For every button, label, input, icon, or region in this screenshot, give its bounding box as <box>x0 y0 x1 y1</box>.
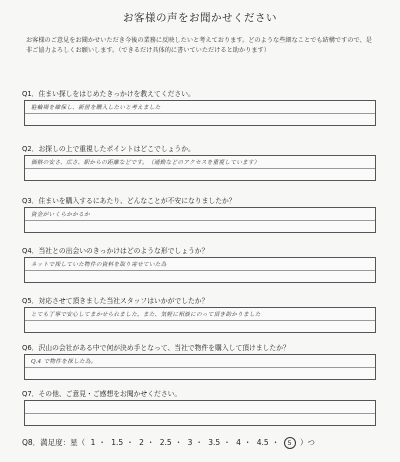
rating-suffix: ）つ <box>299 438 315 447</box>
rating-separator: ・ <box>126 438 134 447</box>
q7-answer-box[interactable] <box>24 400 376 426</box>
q7-label: Q7．その他、ご意見・ご感想をお聞かせください。 <box>22 390 182 398</box>
q4-answer: ネットで探していた物件の資料を取り寄せていた為 <box>31 262 167 268</box>
answer-rule <box>25 220 375 221</box>
q3-answer-box[interactable] <box>24 207 376 233</box>
rating-separator: ・ <box>174 438 183 447</box>
q3-answer: 資金がいくらかかるか <box>31 212 90 218</box>
rating-separator: ・ <box>223 438 231 447</box>
rating-row <box>22 437 315 449</box>
q6-answer-box[interactable] <box>24 354 376 380</box>
answer-rule <box>25 320 375 321</box>
rating-option[interactable]: 3.5 <box>208 438 221 447</box>
rating-option[interactable]: 3 <box>187 438 193 447</box>
q6-answer: Q.4 で物件を探した為。 <box>31 359 97 365</box>
q2-answer: 価格の安さ、広さ、駅からの距離などです。（通勤などのアクセスを重視しています） <box>31 160 260 166</box>
q5-answer-box[interactable] <box>24 307 376 333</box>
q4-label: Q4．当社との出会いのきっかけはどのような形でしょうか？ <box>22 247 209 255</box>
rating-option[interactable]: 1.5 <box>111 438 124 447</box>
intro-text: お客様のご意見をお聞かせいただき今後の業務に反映したいと考えております。どのような些細なことでも結構ですので、是非ご協力よろしくお願いします。（できるだけ具体的に書いていただけると助かります） <box>26 37 372 54</box>
rating-separator: ・ <box>146 438 155 447</box>
answer-rule <box>25 113 375 114</box>
q1-answer-box[interactable] <box>24 100 376 126</box>
q5-label: Q5．対応させて頂きました当社スタッフはいかがでしたか？ <box>22 297 209 305</box>
rating-separator: ・ <box>271 438 280 447</box>
answer-rule <box>25 168 375 169</box>
q5-answer: とても丁寧で安心してまかせられました。また、気軽に相談にのって頂き助かりました <box>31 312 261 318</box>
rating-option[interactable]: 4 <box>236 438 241 447</box>
q1-answer: 駐輪場を確保し、新居を購入したいと考えました <box>31 105 161 111</box>
rating-label: Q8．満足度：星（ <box>22 438 86 447</box>
rating-separator: ・ <box>195 438 203 447</box>
answer-rule <box>25 270 375 271</box>
rating-option[interactable]: 2.5 <box>159 438 172 447</box>
q6-label: Q6．沢山の会社がある中で何が決め手となって、当社で物件を購入して頂けましたか？ <box>22 344 290 352</box>
rating-separator: ・ <box>98 438 106 447</box>
q2-answer-box[interactable] <box>24 155 376 181</box>
rating-selected-option[interactable]: 5 <box>284 437 296 449</box>
answer-rule <box>25 367 375 368</box>
answer-rule <box>25 413 375 414</box>
q1-label: Q1．住まい探しをはじめたきっかけを教えてください。 <box>22 90 195 98</box>
q2-label: Q2．お探しの上で重視したポイントはどこでしょうか。 <box>22 145 195 153</box>
rating-separator: ・ <box>243 438 252 447</box>
rating-option[interactable]: 4.5 <box>256 438 269 447</box>
page-title: お客様の声をお聞かせください <box>123 12 277 24</box>
q4-answer-box[interactable] <box>24 257 376 283</box>
rating-option[interactable]: 2 <box>139 438 144 447</box>
rating-option[interactable]: 1 <box>90 438 96 447</box>
q3-label: Q3．住まいを購入するにあたり、どんなことが不安になりましたか？ <box>22 197 236 205</box>
